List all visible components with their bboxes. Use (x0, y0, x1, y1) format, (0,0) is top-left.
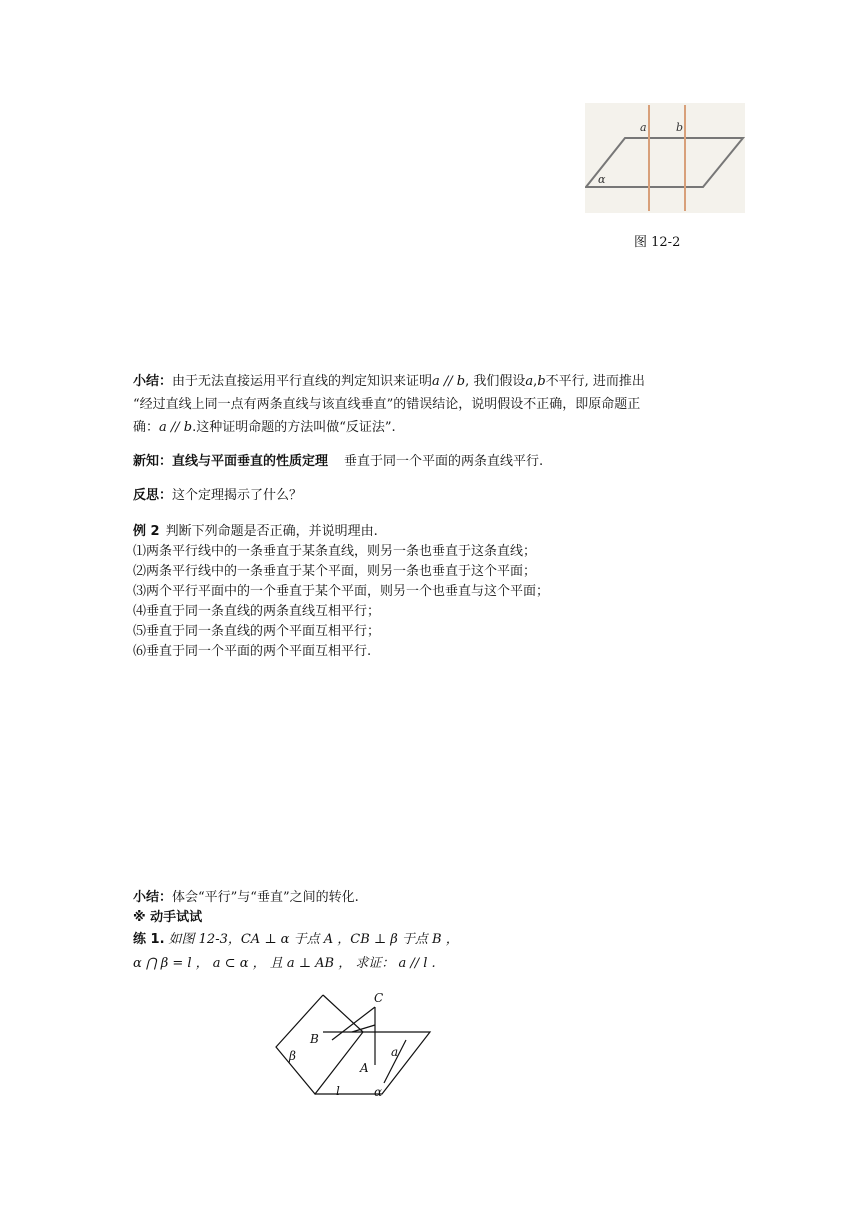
try-it-heading: ※ 动手试试 (133, 910, 203, 925)
figure-12-2-caption: 图 12-2 (634, 235, 681, 250)
segment-CB (332, 1007, 375, 1040)
figure-12-2-drawing (585, 103, 745, 213)
label-b: b (676, 121, 684, 134)
plane-beta (276, 995, 363, 1094)
example2-heading (133, 522, 378, 542)
reflection (133, 486, 302, 506)
figure-12-3 (270, 985, 440, 1100)
figure-12-3-drawing (270, 985, 440, 1100)
summary2-label: 小结： (133, 890, 173, 905)
summary1-line1 (133, 372, 645, 392)
exercise1-line1 (133, 930, 459, 950)
summary1-line3 (133, 418, 396, 438)
example2-item: ⑴两条平行线中的一条垂直于某条直线，则另一条也垂直于这条直线； (133, 544, 537, 559)
exercise1-line2: α ⋂ β = l ， a ⊂ α ， 且 a ⊥ AB ， 求证： a // l . (133, 956, 436, 971)
label-alpha: α (374, 1085, 383, 1099)
example2-item: ⑹垂直于同一个平面的两个平面互相平行. (133, 644, 372, 659)
example2-item: ⑶两个平行平面中的一个垂直于某个平面，则另一个也垂直与这个平面； (133, 584, 550, 599)
summary1-text-c: 不平行, 进而推出 (545, 374, 645, 389)
exercise1-text1: 如图 12-3，CA ⊥ α 于点 A ，CB ⊥ β 于点 B ， (168, 932, 459, 947)
summary1-line3-math: a // b (159, 420, 193, 435)
summary1-text-b: , 我们假设 (465, 374, 526, 389)
new-knowledge (133, 452, 543, 472)
reflection-label: 反思： (133, 488, 173, 503)
plane-alpha (315, 1032, 430, 1094)
label-beta: β (289, 1049, 296, 1063)
label-alpha: α (598, 173, 606, 186)
summary1-line3-b: .这种证明命题的方法叫做“反证法”. (192, 420, 396, 435)
label-A: A (360, 1061, 369, 1075)
reflection-text: 这个定理揭示了什么？ (172, 488, 303, 503)
example2-item: ⑵两条平行线中的一条垂直于某个平面，则另一条也垂直于这个平面； (133, 564, 537, 579)
summary1-text-a: 由于无法直接运用平行直线的判定知识来证明 (172, 374, 433, 389)
summary1-math-parallel: a // b (432, 374, 466, 389)
example2-label: 例 2 (133, 524, 160, 539)
summary1-math-b: b (537, 374, 546, 389)
label-a: a (391, 1045, 399, 1059)
label-C: C (374, 991, 384, 1005)
label-l: l (336, 1084, 340, 1098)
summary1-line3-a: 确： (133, 420, 160, 435)
summary2 (133, 888, 359, 908)
example2-text: 判断下列命题是否正确，并说明理由. (165, 524, 378, 539)
figure-12-2 (585, 103, 745, 213)
summary1-math-a: a (525, 374, 534, 389)
new-knowledge-text: 垂直于同一个平面的两条直线平行. (344, 454, 544, 469)
summary1-line2: “经过直线上同一点有两条直线与该直线垂直”的错误结论，说明假设不正确，即原命题正 (133, 397, 641, 412)
summary1-label: 小结： (133, 374, 173, 389)
summary1-comma: , (533, 374, 538, 389)
label-B: B (310, 1032, 319, 1046)
segment-AB-part (352, 1025, 375, 1032)
exercise1-label: 练 1. (133, 932, 165, 947)
example2-item: ⑸垂直于同一条直线的两个平面互相平行； (133, 624, 381, 639)
label-a: a (640, 121, 647, 134)
example2-item: ⑷垂直于同一条直线的两条直线互相平行； (133, 604, 381, 619)
new-knowledge-label: 新知：直线与平面垂直的性质定理 (133, 454, 329, 469)
summary2-text: 体会“平行”与“垂直”之间的转化. (172, 890, 359, 905)
